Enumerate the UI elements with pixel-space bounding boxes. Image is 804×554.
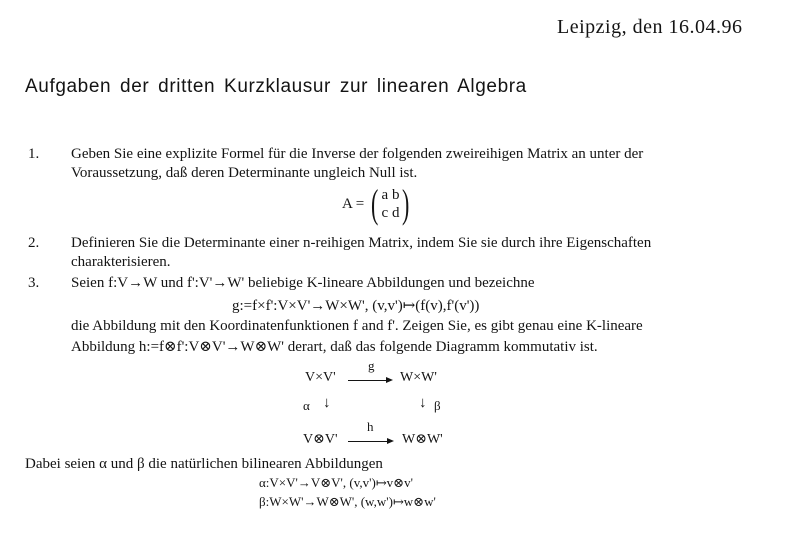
diagram-node-vxv: V×V' (305, 370, 336, 385)
task-3-line-4: Abbildung h:=f⊗f':V⊗V'→W⊗W' derart, daß das folgende Diagramm kommutativ ist. (71, 339, 598, 355)
footer-alpha-definition: α:V×V'→V⊗V', (v,v')↦v⊗v' (259, 475, 413, 490)
arrow-g-line (348, 380, 388, 381)
task-3-number: 3. (28, 275, 40, 291)
task-3-formula: g:=f×f':V×V'→W×W', (v,v')↦(f(v),f'(v')) (232, 298, 480, 314)
matrix-label: A = (342, 195, 365, 212)
arrow-alpha-icon: ↓ (323, 395, 331, 411)
matrix-row-1: a b (381, 187, 400, 203)
diagram-node-wtensorw: W⊗W' (402, 432, 443, 447)
task-1-number: 1. (28, 146, 40, 162)
task-3-line-3: die Abbildung mit den Koordinatenfunktionen f and f'. Zeigen Sie, es gibt genau eine K-lineare (71, 318, 643, 334)
left-paren-icon: ( (371, 181, 379, 226)
document-date: Leipzig, den 16.04.96 (557, 16, 743, 38)
diagram-node-wxw: W×W' (400, 370, 437, 385)
arrow-h-line (348, 441, 389, 442)
task-2-line-1: Definieren Sie die Determinante einer n-reihigen Matrix, indem Sie sie durch ihre Eigenschaften (71, 235, 652, 251)
task-2-line-2: charakterisieren. (71, 254, 171, 270)
diagram-label-beta: β (434, 398, 441, 413)
right-paren-icon: ) (402, 181, 410, 226)
diagram-node-vtensorv: V⊗V' (303, 432, 338, 447)
task-1-line-2: Voraussetzung, daß deren Determinante ungleich Null ist. (71, 165, 418, 181)
diagram-label-alpha: α (303, 398, 310, 413)
task-1-line-1: Geben Sie eine explizite Formel für die Inverse der folgenden zweireihigen Matrix an unter der (71, 146, 644, 162)
footer-beta-definition: β:W×W'→W⊗W', (w,w')↦w⊗w' (259, 494, 436, 509)
diagram-label-g: g (368, 358, 375, 373)
task-3-line-1: Seien f:V→W und f':V'→W' beliebige K-lineare Abbildungen und bezeichne (71, 275, 535, 291)
arrow-g-head-icon (386, 377, 393, 383)
diagram-label-h: h (367, 419, 374, 434)
document-title: Aufgaben der dritten Kurzklausur zur linearen Algebra (25, 76, 527, 97)
matrix-a (342, 181, 413, 226)
matrix-body (368, 181, 413, 226)
footer-intro: Dabei seien α und β die natürlichen bilinearen Abbildungen (25, 456, 383, 472)
task-2-number: 2. (28, 235, 40, 251)
arrow-h-head-icon (387, 438, 394, 444)
arrow-beta-icon: ↓ (419, 395, 427, 411)
matrix-row-2: c d (381, 205, 400, 221)
